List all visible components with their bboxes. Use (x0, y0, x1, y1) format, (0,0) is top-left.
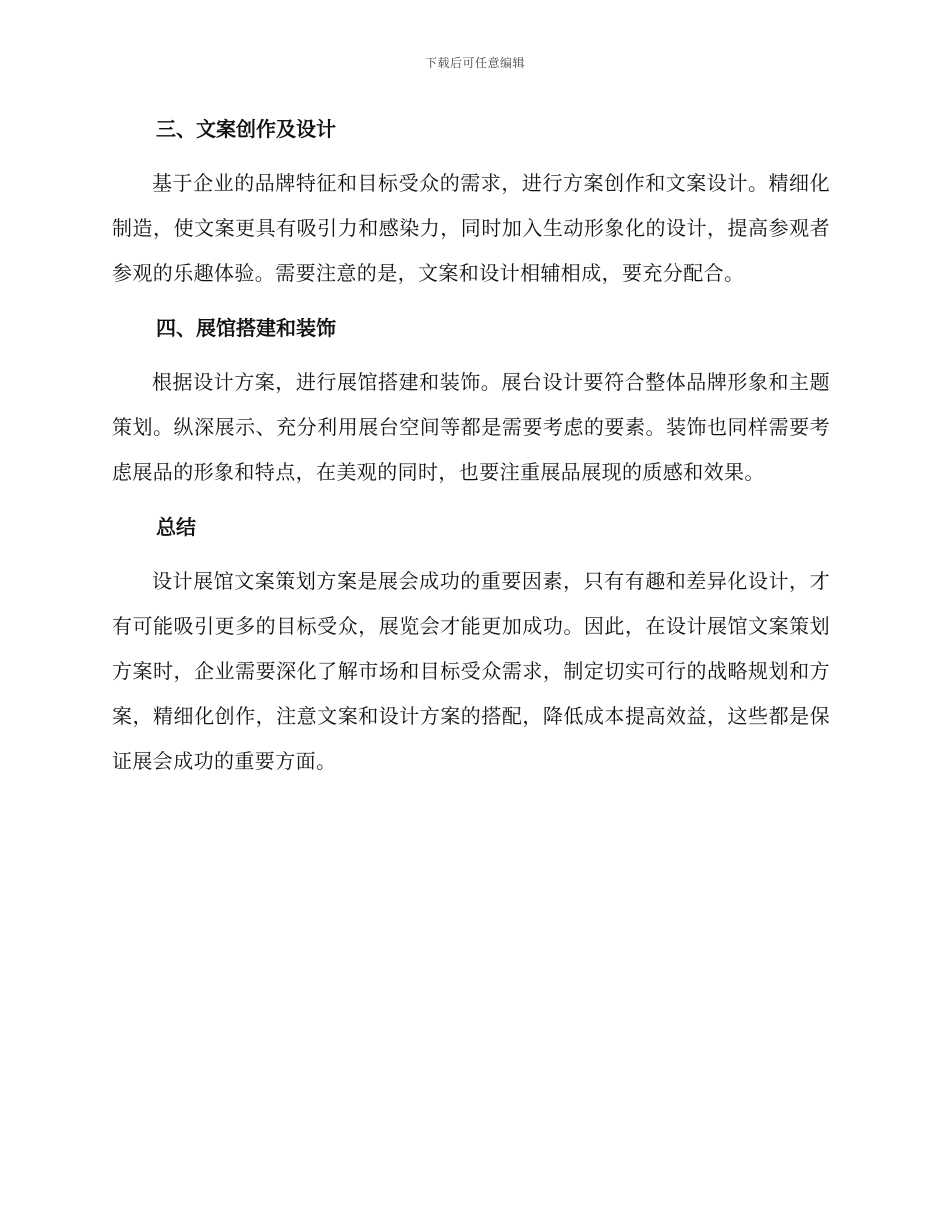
page-header: 下载后可任意编辑 (424, 56, 525, 70)
section-paragraph-construction: 根据设计方案，进行展馆搭建和装饰。展台设计要符合整体品牌形象和主题策划。纵深展示、充分利用展台空间等都是需要考虑的要素。装饰也同样需要考虑展品的形象和特点，在美观的同时，也要注重展品展现的质感和效果。 (112, 370, 830, 484)
section-heading-copywriting: 三、文案创作及设计 (156, 117, 336, 141)
document-body (112, 111, 830, 798)
section-paragraph-copywriting: 基于企业的品牌特征和目标受众的需求，进行方案创作和文案设计。精细化制造，使文案更具有吸引力和感染力，同时加入生动形象化的设计，提高参观者参观的乐趣体验。需要注意的是，文案和设计相辅相成，要充分配合。 (112, 171, 830, 285)
section-paragraph-summary: 设计展馆文案策划方案是展会成功的重要因素，只有有趣和差异化设计，才有可能吸引更多的目标受众，展览会才能更加成功。因此，在设计展馆文案策划方案时，企业需要深化了解市场和目标受众需求，制定切实可行的战略规划和方案，精细化创作，注意文案和设计方案的搭配，降低成本提高效益，这些都是保证展会成功的重要方面。 (112, 569, 830, 773)
section-heading-construction: 四、展馆搭建和装饰 (156, 316, 336, 340)
section-heading-summary: 总结 (156, 515, 196, 539)
